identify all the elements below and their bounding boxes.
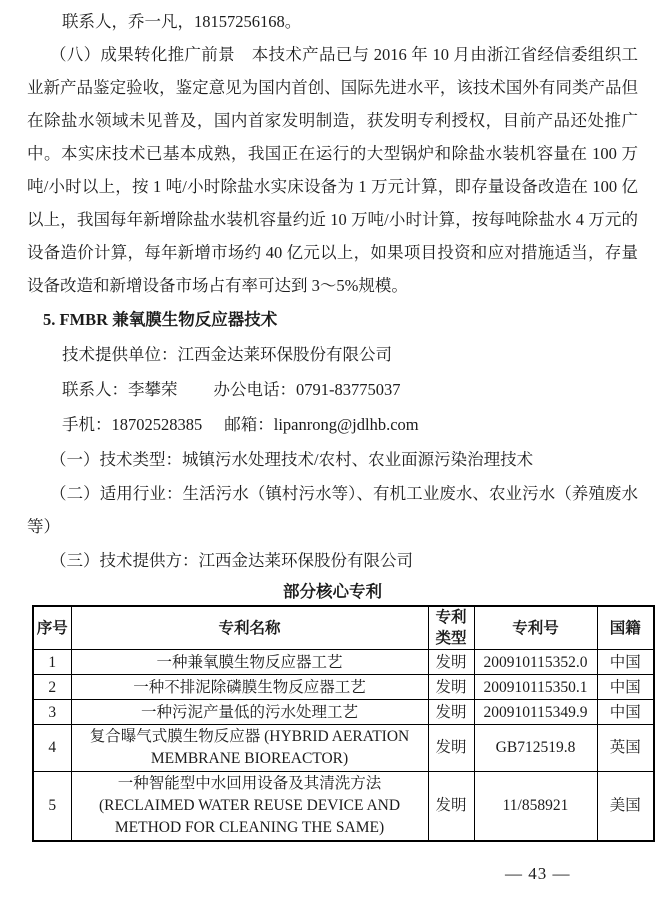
cell-patent-number: 200910115350.1	[474, 675, 597, 700]
contact-name: 联系人：李攀荣	[62, 380, 178, 399]
cell-patent-name: 一种不排泥除磷膜生物反应器工艺	[71, 675, 428, 700]
cell-index: 5	[33, 772, 71, 842]
office-phone: 办公电话：0791-83775037	[213, 380, 401, 399]
item-provider: （三）技术提供方：江西金达莱环保股份有限公司	[50, 551, 413, 570]
cell-patent-type: 发明	[428, 675, 474, 700]
cell-country: 中国	[597, 650, 654, 675]
cell-index: 2	[33, 675, 71, 700]
item-tech-type: （一）技术类型：城镇污水处理技术/农村、农业面源污染治理技术	[50, 450, 534, 469]
cell-patent-number: 200910115352.0	[474, 650, 597, 675]
table-row	[33, 700, 654, 725]
mobile-number: 手机：18702528385	[62, 415, 203, 434]
cell-patent-number: 11/858921	[474, 772, 597, 842]
table-row	[33, 772, 654, 842]
cell-patent-name: 一种智能型中水回用设备及其清洗方法(RECLAIMED WATER REUSE DEVICE AND METHOD FOR CLEANING THE SAME)	[71, 772, 428, 842]
cell-index: 3	[33, 700, 71, 725]
header-index: 序号	[33, 606, 71, 650]
email-address: 邮箱：lipanrong@jdlhb.com	[224, 415, 419, 434]
provider-line: 技术提供单位：江西金达莱环保股份有限公司	[62, 345, 392, 364]
cell-patent-type: 发明	[428, 772, 474, 842]
cell-patent-number: GB712519.8	[474, 725, 597, 772]
header-patent-type: 专利类型	[428, 606, 474, 650]
header-patent-name: 专利名称	[71, 606, 428, 650]
cell-patent-type: 发明	[428, 725, 474, 772]
cell-patent-name: 一种污泥产量低的污水处理工艺	[71, 700, 428, 725]
cell-index: 1	[33, 650, 71, 675]
cell-country: 中国	[597, 700, 654, 725]
cell-country: 美国	[597, 772, 654, 842]
table-row	[33, 650, 654, 675]
patent-table-title: 部分核心专利	[283, 582, 382, 601]
cell-country: 英国	[597, 725, 654, 772]
page-content	[27, 5, 641, 842]
paragraph-promotion-prospect: （八）成果转化推广前景 本技术产品已与 2016 年 10 月由浙江省经信委组织工业新产品鉴定验收，鉴定意见为国内首创、国际先进水平，该技术国外有同类产品但在除盐水领域未见普及，国内首家发明制造，获发明专利授权，目前产品还处推广中。本实床技术已基本成熟，我国正在运行的大型锅炉和除盐水装机容量在 100 万吨/小时以上，按 1 吨/小时除盐水实床设备为 1 万元计算，即存量设备改造在 100 亿以上，我国每年新增除盐水装机容量约近 10 万吨/小时计算，按每吨除盐水 4 万元的设备造价计算，每年新增市场约 40 亿元以上，如果项目投资和应对措施适当，存量设备改造和新增设备市场占有率可达到 3～5%规模。	[27, 45, 638, 295]
cell-patent-name: 复合曝气式膜生物反应器 (HYBRID AERATION MEMBRANE BIOREACTOR)	[71, 725, 428, 772]
item-industry: （二）适用行业：生活污水（镇村污水等）、有机工业废水、农业污水（养殖废水等）	[27, 484, 638, 536]
table-row	[33, 675, 654, 700]
table-row	[33, 725, 654, 772]
mobile-email-line	[27, 407, 638, 442]
page-number: — 43 —	[505, 864, 571, 883]
section-heading: 5. FMBR 兼氧膜生物反应器技术	[43, 310, 278, 329]
cell-country: 中国	[597, 675, 654, 700]
cell-index: 4	[33, 725, 71, 772]
cell-patent-name: 一种兼氧膜生物反应器工艺	[71, 650, 428, 675]
patent-table	[32, 605, 655, 842]
header-country: 国籍	[597, 606, 654, 650]
cell-patent-number: 200910115349.9	[474, 700, 597, 725]
cell-patent-type: 发明	[428, 700, 474, 725]
cell-patent-type: 发明	[428, 650, 474, 675]
contact-line: 联系人，乔一凡，18157256168。	[62, 12, 302, 31]
contact-phone-line	[27, 372, 638, 407]
table-header-row	[33, 606, 654, 650]
header-patent-number: 专利号	[474, 606, 597, 650]
